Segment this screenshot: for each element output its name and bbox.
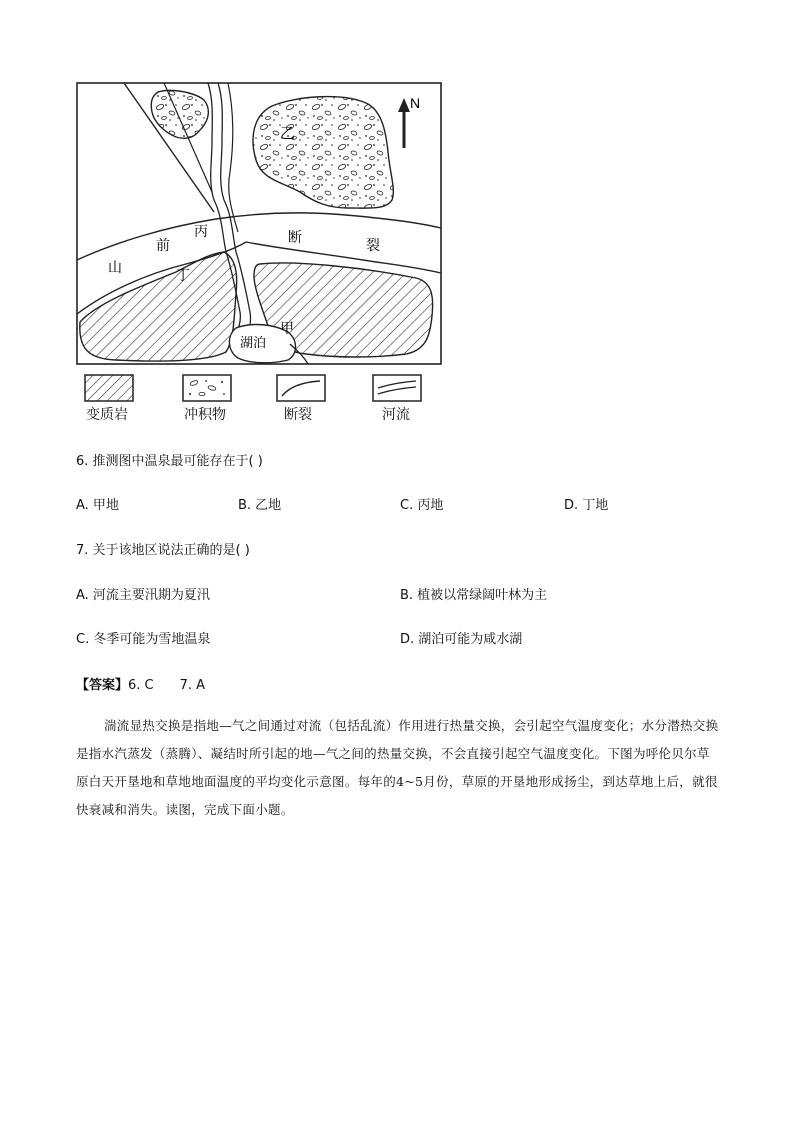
question-6-option-c: C. 丙地	[400, 498, 444, 513]
question-6-option-d: D. 丁地	[564, 498, 609, 513]
label-jia: 甲	[280, 321, 294, 337]
north-label: N	[410, 95, 421, 111]
legend-swatch-river	[372, 374, 422, 402]
legend-swatch-alluvial	[182, 374, 232, 402]
answer-q6: 6. C	[128, 678, 154, 693]
question-7-stem: 7. 关于该地区说法正确的是( )	[76, 543, 250, 558]
label-shan: 山	[108, 260, 122, 276]
label-qian: 前	[156, 238, 170, 254]
label-bing: 丙	[194, 224, 208, 240]
question-6-option-b: B. 乙地	[238, 498, 282, 513]
question-7-option-a: A. 河流主要汛期为夏汛	[76, 588, 210, 603]
geologic-map	[76, 82, 442, 365]
legend-swatch-fault	[276, 374, 326, 402]
label-yi: 乙	[280, 124, 296, 142]
answer-q7: 7. A	[179, 678, 206, 693]
question-6-option-a: A. 甲地	[76, 498, 119, 513]
answer-line	[76, 674, 205, 693]
question-7-option-b: B. 植被以常绿阔叶林为主	[400, 588, 548, 603]
answer-tag: 【答案】	[76, 678, 129, 693]
label-ding: 丁	[176, 268, 190, 284]
question-6-stem: 6. 推测图中温泉最可能存在于( )	[76, 454, 263, 469]
label-lie: 裂	[366, 238, 380, 254]
legend-label-alluvial: 冲积物	[184, 407, 226, 423]
label-duan: 断	[288, 230, 302, 246]
question-7-option-d: D. 湖泊可能为咸水湖	[400, 632, 523, 647]
legend-label-metamorphic: 变质岩	[86, 407, 128, 423]
label-lake: 湖泊	[240, 336, 267, 351]
question-7-option-c: C. 冬季可能为雪地温泉	[76, 632, 211, 647]
legend-swatch-metamorphic	[84, 374, 134, 402]
legend-label-fault: 断裂	[284, 407, 312, 423]
legend-label-river: 河流	[382, 407, 410, 423]
intro-paragraph: 湍流显热交换是指地—气之间通过对流（包括乱流）作用进行热量交换，会引起空气温度变化；水分潜热交换是指水汽蒸发（蒸腾）、凝结时所引起的地—气之间的热量交换，不会直接引起空气温度变化。下图为呼伦贝尔草原白天开垦地和草地地面温度的平均变化示意图。每年的4~5月份，草原的开垦地形成扬尘，到达草地上后，就很快衰减和消失。读图，完成下面小题。	[76, 718, 719, 817]
